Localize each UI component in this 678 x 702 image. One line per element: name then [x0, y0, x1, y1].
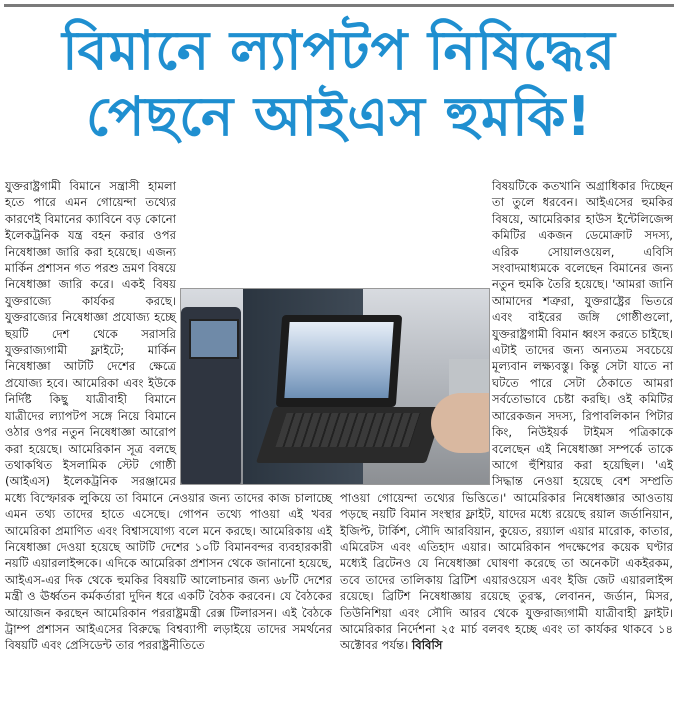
- seatback-screen: [189, 319, 239, 359]
- headline-line-2: পেছনে আইএস হুমকি!: [86, 85, 592, 148]
- laptop-keyboard: [275, 413, 420, 447]
- headline-line-1: বিমানে ল্যাপটপ নিষিদ্ধের: [62, 19, 616, 82]
- passenger-hand: [431, 393, 490, 453]
- headline: [0, 18, 678, 150]
- article-left-text: যুক্তরাষ্ট্রগামী বিমানে সন্ত্রাসী হামলা হতে পারে এমন গোয়েন্দা তথ্যের কারণেই বিমানের ক্যাবিনে বড় কোনো ইলেকট্রনিক যন্ত্র বহন করার ওপর নিষেধাজ্ঞা জারি করা হয়েছে। এজন্য মার্কিন প্রশাসন গত পরশু ভ্রমণ বিষয়ে নিষেধাজ্ঞা জারি করে। একই বিষয় যুক্তরাজ্যে কার্যকর করছে। যুক্তরাজ্যের নিষেধাজ্ঞা প্রযোজ্য হচ্ছে ছয়টি দেশ থেকে সরাসরি যুক্তরাজ্যগামী ফ্লাইটে; মার্কিন নিষেধাজ্ঞা আটটি দেশের ক্ষেত্রে প্রযোজ্য হবে। আমেরিকা এবং ইউকে নির্দিষ্ট কিছু যাত্রীবাহী বিমানে যাত্রীদের ল্যাপটপ সঙ্গে নিয়ে বিমানে ওঠার ওপর নতুন নিষেধাজ্ঞা আরোপ করা হয়েছে। আমেরিকান সূত্র বলছে তথাকথিত ইসলামিক স্টেট গোষ্ঠী (আইএস) ইলেকট্রনিক সরঞ্জামের মধ্যে বিস্ফোরক লুকিয়ে তা বিমানে নেওয়ার জন্য তাদের কাজ চালাচ্ছে এমন তথ্য তাদের হাতে এসেছে। গোপন তথ্যে পাওয়া এই খবর আমেরিকা প্রমাণিত এবং বিশ্বাসযোগ্য বলে মনে করছে। আমেরিকায় এই নিষেধাজ্ঞা দেওয়া হয়েছে আটটি দেশের ১০টি বিমানবন্দর ব্যবহারকারী নয়টি এয়ারলাইন্সকে। এদিকে আমেরিকা প্রশাসন থেকে জানানো হয়েছে, আইএস-এর দিক থেকে হুমকির বিষয়টি আলোচনার জন্য ৬৮টি দেশের মন্ত্রী ও ঊর্ধ্বতন কর্মকর্তারা দুদিন ধরে একটি বৈঠক করবেন। যে বৈঠকের আয়োজন করছেন আমেরিকান পররাষ্ট্রমন্ত্রী রেক্স টিলারসন। এই বৈঠকে ট্রাম্প প্রশাসন আইএসের বিরুদ্ধে বিশ্বব্যাপী লড়াইয়ে তাদের সমর্থনের বিষয়টি এবং প্রেসিডেন্ট তার পররাষ্ট্রনীতিতে: [5, 179, 332, 653]
- laptop-on-plane-photo: [180, 288, 490, 485]
- article-right-text: বিষয়টিকে কতখানি অগ্রাধিকার দিচ্ছেন তা তুলে ধরবেন। আইএসের হুমকির বিষয়ে, আমেরিকার হাউস ইন্টেলিজেন্স কমিটির একজন ডেমোক্রাট সদস্য, এরিক সোয়ালওয়েল, এবিসি সংবাদমাধ্যমকে বলেছেন বিমানের জন্য নতুন হুমকি তৈরি হয়েছে। 'আমরা জানি আমাদের শত্রুরা, যুক্তরাষ্ট্রের ভিতরে এবং বাইরের জঙ্গি গোষ্ঠীগুলো, যুক্তরাষ্ট্রগামী বিমান ধ্বংস করতে চাইছে। এটাই তাদের জন্য অন্যতম সবচেয়ে মূল্যবান লক্ষ্যবস্তু। কিন্তু সেটা যাতে না ঘটতে পারে সেটা ঠেকাতে আমরা সর্বতোভাবে চেষ্টা করছি। ওই কমিটির আরেকজন সদস্য, রিপাবলিকান পিটার কিং, নিউইয়র্ক টাইমস পত্রিকাকে বলেছেন এই নিষেধাজ্ঞা সম্পর্কে তাকে আগে হুঁশিয়ার করা হয়েছিল। 'এই সিদ্ধান্ত নেওয়া হয়েছে বেশ সম্প্রতি পাওয়া গোয়েন্দা তথ্যের ভিত্তিতে।' আমেরিকার নিষেধাজ্ঞার আওতায় পড়ছে নয়টি বিমান সংস্থার ফ্লাইট, যাদের মধ্যে রয়েছে রয়াল জর্ডানিয়ান, ইজিপ্ট, টার্কিশ, সৌদি আরবিয়ান, কুয়েত, রয়্যাল এয়ার মারোক, কাতার, এমিরেটস এবং এতিহাদ এয়ার। আমেরিকান পদক্ষেপের কয়েক ঘণ্টার মধ্যেই ব্রিটেনও যে নিষেধাজ্ঞা ঘোষণা করেছে তা অনেকটা একইরকম, তবে তাদের তালিকায় ব্রিটিশ এয়ারওয়েস এবং ইজি জেট এয়ারলাইন্স রয়েছে। ব্রিটিশ নিষেধাজ্ঞায় রয়েছে তুরস্ক, লেবানন, জর্ডান, মিসর, তিউনিশিয়া এবং সৌদি আরব থেকে যুক্তরাজ্যগামী যাত্রীবাহী ফ্লাইট। আমেরিকার নির্দেশনা ২৫ মার্চ বলবৎ হচ্ছে এবং তা কার্যকর থাকবে ১৪ অক্টোবর পর্যন্ত।: [340, 179, 673, 653]
- laptop-screen: [284, 322, 393, 398]
- source-credit: বিবিসি: [411, 638, 443, 653]
- top-rule: [4, 4, 674, 7]
